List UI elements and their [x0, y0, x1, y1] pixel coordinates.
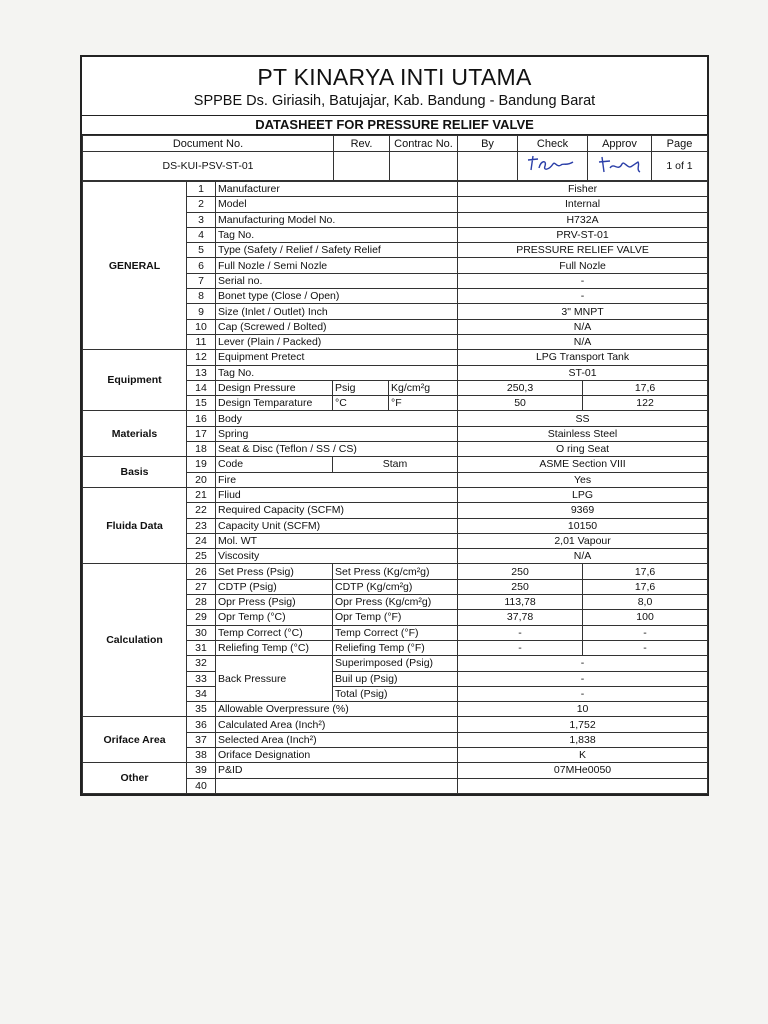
row-number: 16	[187, 411, 216, 426]
row-label: Mol. WT	[216, 533, 458, 548]
row-number: 21	[187, 487, 216, 502]
row-label: Temp Correct (°C)	[216, 625, 333, 640]
row-number: 8	[187, 289, 216, 304]
unit-psig: Psig	[333, 380, 389, 395]
row-value: PRV-ST-01	[458, 227, 708, 242]
row-number: 25	[187, 549, 216, 564]
row-number: 30	[187, 625, 216, 640]
row-label: Size (Inlet / Outlet) Inch	[216, 304, 458, 319]
row-label: Type (Safety / Relief / Safety Relief	[216, 243, 458, 258]
row-mid-value: Stam	[333, 457, 458, 472]
row-value-1: 50	[458, 396, 583, 411]
row-value-1: 250	[458, 564, 583, 579]
page-value: 1 of 1	[652, 152, 708, 181]
row-number: 31	[187, 640, 216, 655]
row-label: Body	[216, 411, 458, 426]
row-value-1: -	[458, 625, 583, 640]
row-label	[216, 778, 458, 793]
page-label: Page	[652, 136, 708, 152]
row-label: Cap (Screwed / Bolted)	[216, 319, 458, 334]
approv-label: Approv	[588, 136, 652, 152]
row-number: 39	[187, 763, 216, 778]
row-value-1: 113,78	[458, 595, 583, 610]
row-value-2: 17,6	[583, 579, 708, 594]
row-number: 36	[187, 717, 216, 732]
row-label: Lever (Plain / Packed)	[216, 334, 458, 349]
table-row	[83, 411, 708, 426]
table-row	[83, 717, 708, 732]
row-number: 9	[187, 304, 216, 319]
approv-signature	[588, 152, 652, 181]
row-value	[458, 778, 708, 793]
row-label-2: Superimposed (Psig)	[333, 656, 458, 671]
contract-label: Contrac No.	[390, 136, 458, 152]
row-label: Bonet type (Close / Open)	[216, 289, 458, 304]
row-label-2: Temp Correct (°F)	[333, 625, 458, 640]
row-label: Selected Area (Inch²)	[216, 732, 458, 747]
section-materials: Materials	[83, 411, 187, 457]
row-value: N/A	[458, 549, 708, 564]
row-value: 1,752	[458, 717, 708, 732]
table-row	[83, 457, 708, 472]
unit-celsius: °C	[333, 396, 389, 411]
row-label: Viscosity	[216, 549, 458, 564]
rev-value	[334, 152, 390, 181]
row-value: Stainless Steel	[458, 426, 708, 441]
row-label: Serial no.	[216, 273, 458, 288]
row-value: N/A	[458, 319, 708, 334]
row-value: N/A	[458, 334, 708, 349]
row-label: Capacity Unit (SCFM)	[216, 518, 458, 533]
row-label: Set Press (Psig)	[216, 564, 333, 579]
row-label: Opr Press (Psig)	[216, 595, 333, 610]
row-number: 33	[187, 671, 216, 686]
row-label: Fire	[216, 472, 458, 487]
row-number: 7	[187, 273, 216, 288]
section-other: Other	[83, 763, 187, 794]
row-number: 15	[187, 396, 216, 411]
by-label: By	[458, 136, 518, 152]
section-equipment: Equipment	[83, 350, 187, 411]
document-info-table	[82, 135, 708, 181]
row-number: 34	[187, 686, 216, 701]
document-no-label: Document No.	[83, 136, 334, 152]
row-number: 20	[187, 472, 216, 487]
row-value-2: 17,6	[583, 380, 708, 395]
row-value: -	[458, 686, 708, 701]
document-no-value: DS-KUI-PSV-ST-01	[83, 152, 334, 181]
row-value-2: -	[583, 625, 708, 640]
row-number: 11	[187, 334, 216, 349]
section-fluida-data: Fluida Data	[83, 487, 187, 563]
unit-fahrenheit: °F	[389, 396, 458, 411]
row-label-2: CDTP (Kg/cm²g)	[333, 579, 458, 594]
row-value: 2,01 Vapour	[458, 533, 708, 548]
row-value: -	[458, 656, 708, 671]
row-value: Yes	[458, 472, 708, 487]
by-value	[458, 152, 518, 181]
section-oriface-area: Oriface Area	[83, 717, 187, 763]
row-label: Equipment Pretect	[216, 350, 458, 365]
row-value-1: -	[458, 640, 583, 655]
row-value: -	[458, 671, 708, 686]
row-number: 32	[187, 656, 216, 671]
row-label: Design Pressure	[216, 380, 333, 395]
row-number: 12	[187, 350, 216, 365]
table-row	[83, 763, 708, 778]
company-name: PT KINARYA INTI UTAMA	[257, 64, 532, 90]
row-number: 14	[187, 380, 216, 395]
row-number: 5	[187, 243, 216, 258]
row-value: 3" MNPT	[458, 304, 708, 319]
row-number: 18	[187, 442, 216, 457]
row-number: 6	[187, 258, 216, 273]
row-value: 10	[458, 702, 708, 717]
row-label: Required Capacity (SCFM)	[216, 503, 458, 518]
row-number: 24	[187, 533, 216, 548]
row-value: PRESSURE RELIEF VALVE	[458, 243, 708, 258]
table-row	[83, 487, 708, 502]
back-pressure-label: Back Pressure	[216, 656, 333, 702]
row-number: 4	[187, 227, 216, 242]
row-label: Manufacturer	[216, 182, 458, 197]
row-value-2: 8,0	[583, 595, 708, 610]
row-number: 22	[187, 503, 216, 518]
row-value: LPG	[458, 487, 708, 502]
row-value: ASME Section VIII	[458, 457, 708, 472]
row-label: Design Temparature	[216, 396, 333, 411]
row-value: 07MHe0050	[458, 763, 708, 778]
table-row	[83, 182, 708, 197]
row-label: Full Nozle / Semi Nozle	[216, 258, 458, 273]
row-value-1: 37,78	[458, 610, 583, 625]
row-label: Reliefing Temp (°C)	[216, 640, 333, 655]
row-label: P&ID	[216, 763, 458, 778]
row-label: Allowable Overpressure (%)	[216, 702, 458, 717]
row-number: 28	[187, 595, 216, 610]
row-value: 9369	[458, 503, 708, 518]
section-basis: Basis	[83, 457, 187, 488]
row-label: Fliud	[216, 487, 458, 502]
row-label: Manufacturing Model No.	[216, 212, 458, 227]
row-value-2: 100	[583, 610, 708, 625]
approv-signature-mark	[592, 152, 648, 176]
row-label: Calculated Area (Inch²)	[216, 717, 458, 732]
row-value-2: 17,6	[583, 564, 708, 579]
datasheet-title: DATASHEET FOR PRESSURE RELIEF VALVE	[82, 116, 707, 135]
row-label-2: Opr Temp (°F)	[333, 610, 458, 625]
row-value: 1,838	[458, 732, 708, 747]
row-number: 29	[187, 610, 216, 625]
row-number: 13	[187, 365, 216, 380]
row-number: 26	[187, 564, 216, 579]
row-value: K	[458, 747, 708, 762]
row-label-2: Opr Press (Kg/cm²g)	[333, 595, 458, 610]
row-number: 10	[187, 319, 216, 334]
row-label: Oriface Designation	[216, 747, 458, 762]
company-address: SPPBE Ds. Giriasih, Batujajar, Kab. Bandung - Bandung Barat	[82, 91, 707, 116]
row-label-2: Total (Psig)	[333, 686, 458, 701]
row-label: Tag No.	[216, 227, 458, 242]
row-number: 38	[187, 747, 216, 762]
row-label: Opr Temp (°C)	[216, 610, 333, 625]
row-value: SS	[458, 411, 708, 426]
row-value: ST-01	[458, 365, 708, 380]
row-label: CDTP (Psig)	[216, 579, 333, 594]
row-label: Model	[216, 197, 458, 212]
row-value-2: -	[583, 640, 708, 655]
contract-value	[390, 152, 458, 181]
row-value: LPG Transport Tank	[458, 350, 708, 365]
table-row	[83, 564, 708, 579]
specification-table	[82, 181, 708, 794]
row-value-1: 250	[458, 579, 583, 594]
row-number: 2	[187, 197, 216, 212]
datasheet	[80, 55, 709, 796]
check-signature-mark	[523, 152, 583, 176]
row-value: -	[458, 289, 708, 304]
table-row	[83, 350, 708, 365]
row-value: Full Nozle	[458, 258, 708, 273]
row-number: 1	[187, 182, 216, 197]
row-number: 40	[187, 778, 216, 793]
row-number: 27	[187, 579, 216, 594]
row-number: 3	[187, 212, 216, 227]
row-label: Seat & Disc (Teflon / SS / CS)	[216, 442, 458, 457]
row-value-1: 250,3	[458, 380, 583, 395]
row-number: 37	[187, 732, 216, 747]
row-number: 23	[187, 518, 216, 533]
row-value: H732A	[458, 212, 708, 227]
rev-label: Rev.	[334, 136, 390, 152]
row-value: 10150	[458, 518, 708, 533]
row-value: Internal	[458, 197, 708, 212]
check-signature	[518, 152, 588, 181]
row-value: O ring Seat	[458, 442, 708, 457]
row-label-2: Set Press (Kg/cm²g)	[333, 564, 458, 579]
row-label-2: Reliefing Temp (°F)	[333, 640, 458, 655]
row-label-2: Buil up (Psig)	[333, 671, 458, 686]
row-value-2: 122	[583, 396, 708, 411]
unit-kgcm2g: Kg/cm²g	[389, 380, 458, 395]
row-value: Fisher	[458, 182, 708, 197]
row-label: Spring	[216, 426, 458, 441]
row-number: 35	[187, 702, 216, 717]
section-general: GENERAL	[83, 182, 187, 350]
row-label: Tag No.	[216, 365, 458, 380]
section-calculation: Calculation	[83, 564, 187, 717]
row-number: 19	[187, 457, 216, 472]
row-value: -	[458, 273, 708, 288]
check-label: Check	[518, 136, 588, 152]
row-label: Code	[216, 457, 333, 472]
row-number: 17	[187, 426, 216, 441]
